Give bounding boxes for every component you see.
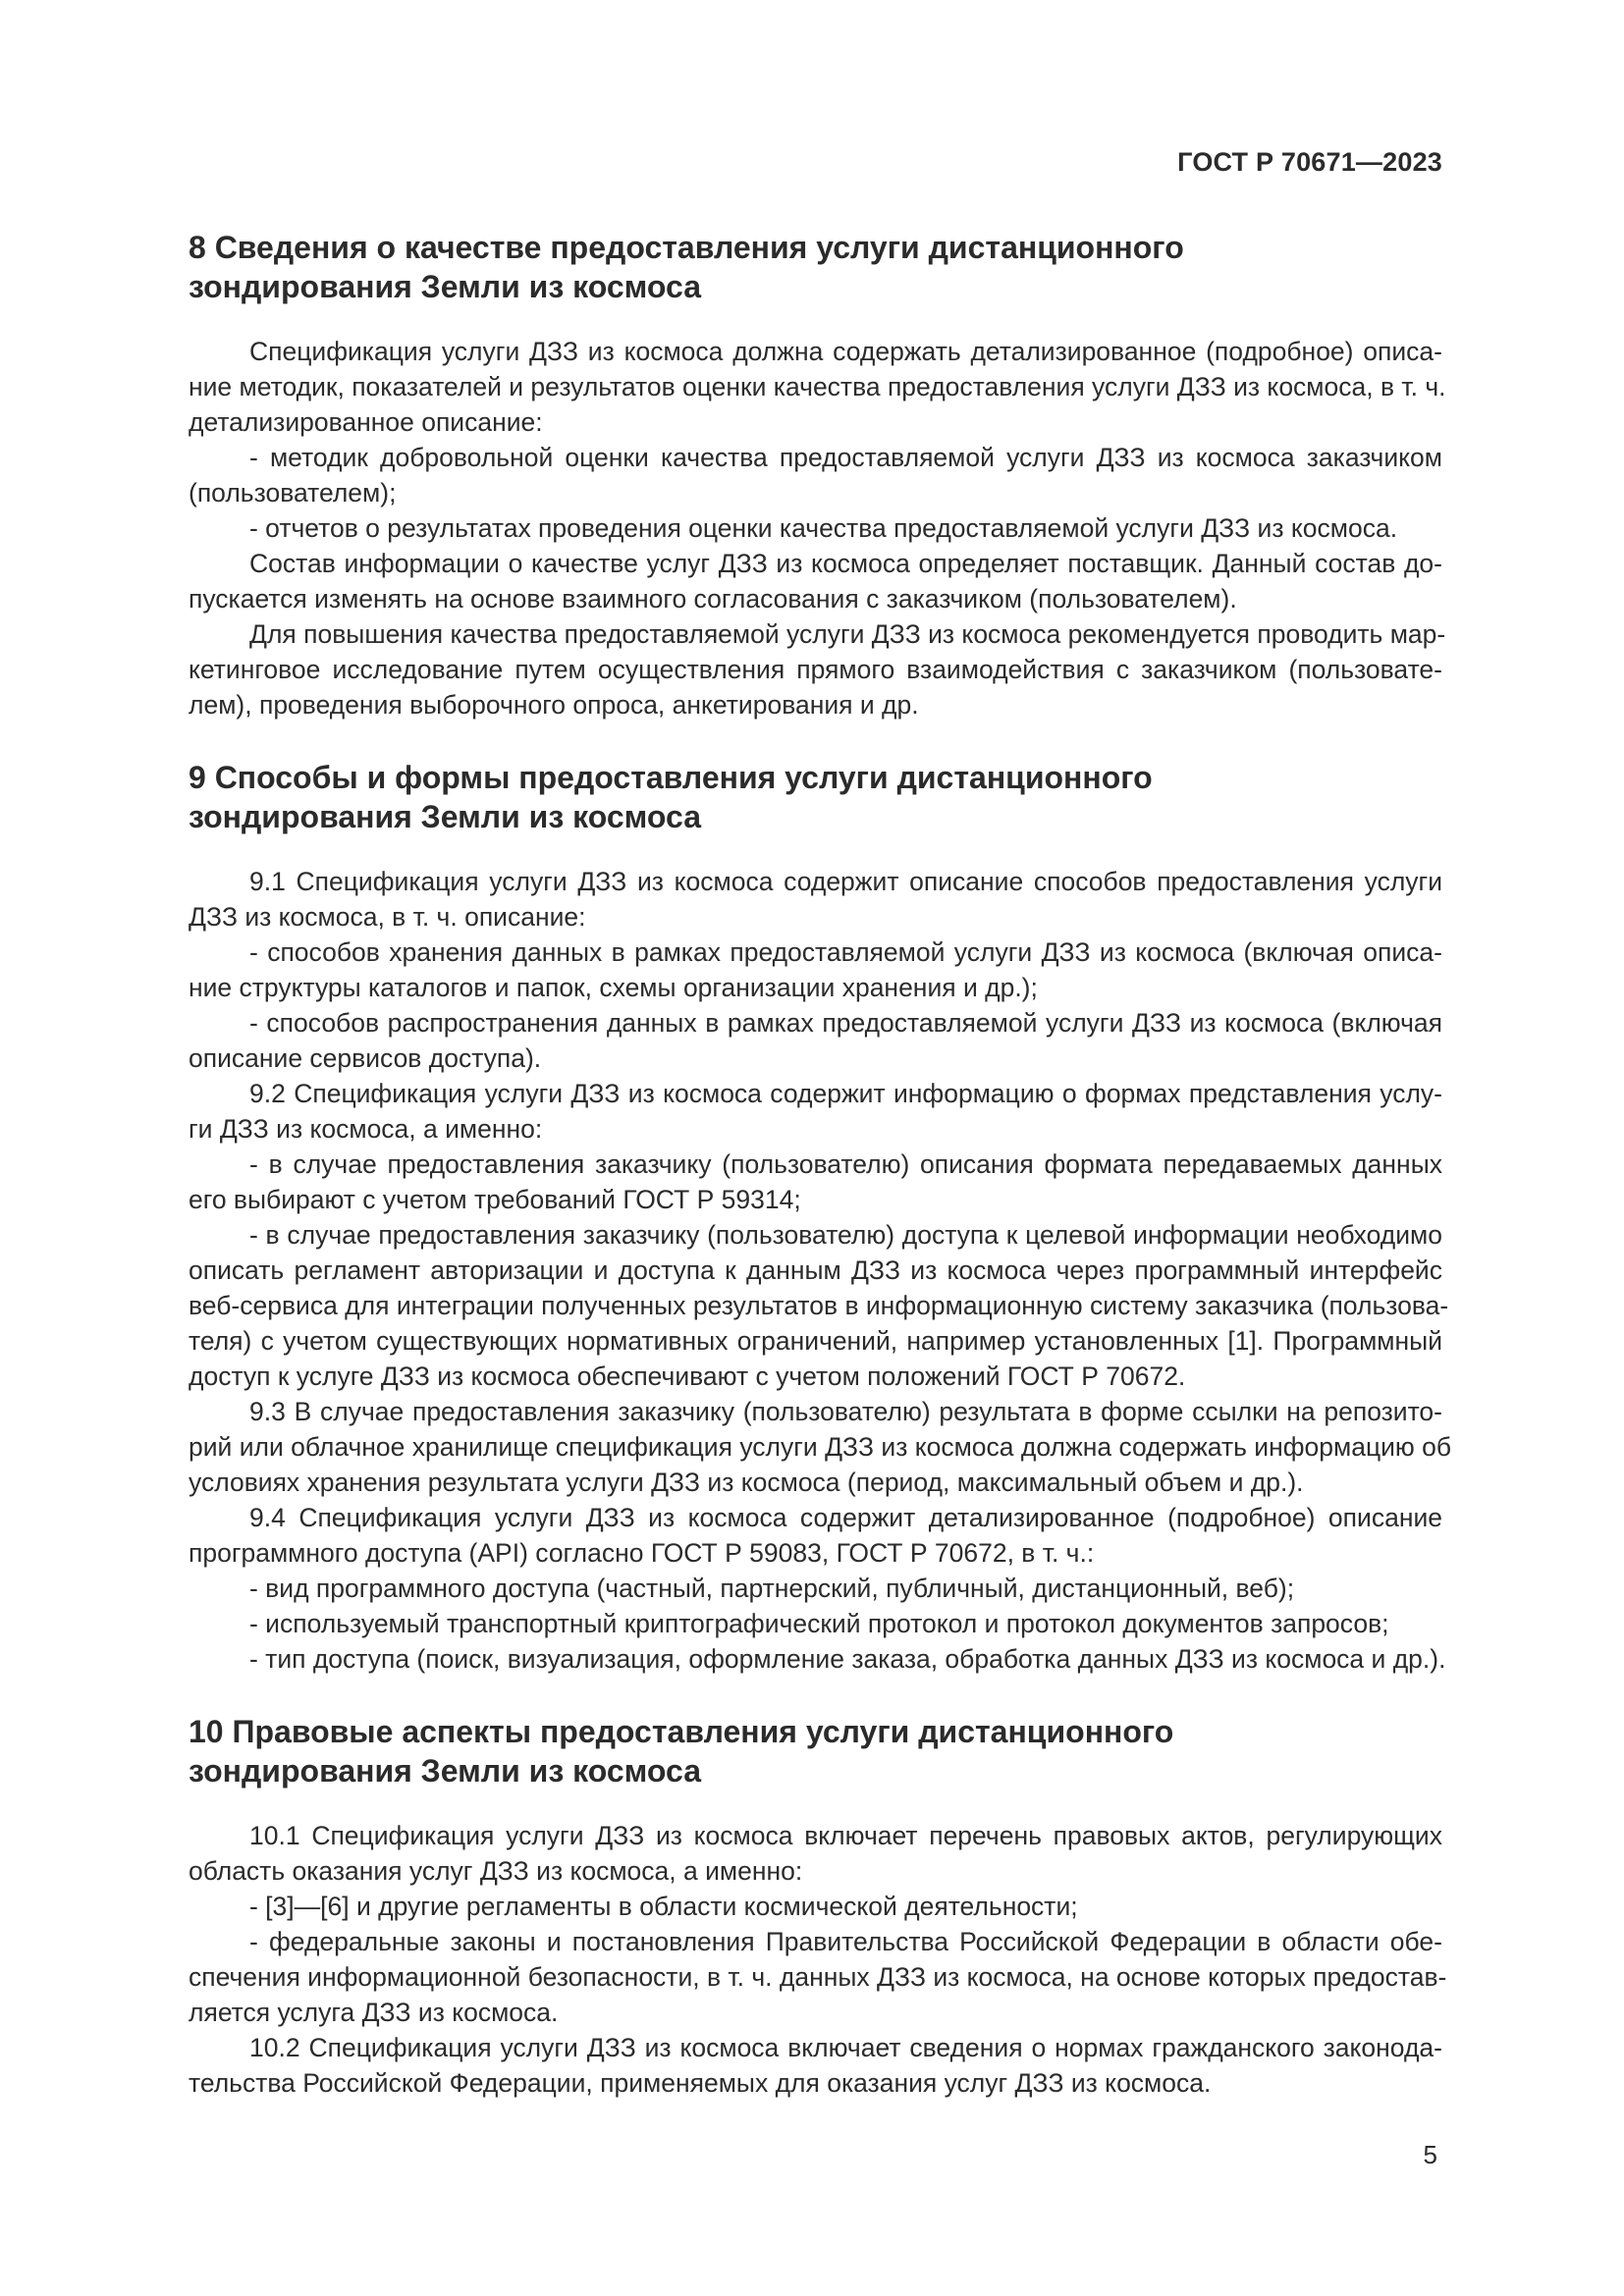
paragraph xyxy=(189,510,1442,546)
paragraph-line: Состав информации о качестве услуг ДЗЗ из космоса определяет поставщик. Данный состав до- xyxy=(249,549,1442,578)
paragraph xyxy=(189,1924,1447,2030)
paragraph xyxy=(189,440,1442,510)
paragraph-line: (пользователем); xyxy=(189,478,397,507)
paragraph-line: лем), проведения выборочного опроса, анкетирования и др. xyxy=(189,690,919,720)
paragraph-line: веб-сервиса для интеграции полученных результатов в информационную систему заказчика (пользова- xyxy=(189,1291,1449,1320)
paragraph-line: описание сервисов доступа). xyxy=(189,1043,542,1073)
paragraph-line: ДЗЗ из космоса, в т. ч. описание: xyxy=(189,902,586,932)
paragraph xyxy=(189,934,1442,1005)
paragraph-line: Для повышения качества предоставляемой услуги ДЗЗ из космоса рекомендуется проводить мар- xyxy=(249,619,1446,649)
paragraph-line: область оказания услуг ДЗЗ из космоса, а именно: xyxy=(189,1856,803,1886)
paragraph-line: 10.1 Спецификация услуги ДЗЗ из космоса включает перечень правовых актов, регулирующих xyxy=(249,1821,1442,1850)
paragraph-line: 9.2 Спецификация услуги ДЗЗ из космоса содержит информацию о формах представления услу- xyxy=(249,1079,1442,1108)
paragraph-line: 10.2 Спецификация услуги ДЗЗ из космоса включает сведения о нормах гражданского законода- xyxy=(249,2033,1442,2062)
paragraph-line: - тип доступа (поиск, визуализация, оформление заказа, обработка данных ДЗЗ из космоса и др.). xyxy=(249,1644,1446,1674)
paragraph-line: описать регламент авторизации и доступа к данным ДЗЗ из космоса через программный интерфейс xyxy=(189,1255,1442,1285)
paragraph-line: условиях хранения результата услуги ДЗЗ из космоса (период, максимальный объем и др.). xyxy=(189,1468,1304,1497)
section-10 xyxy=(189,1712,1447,2101)
paragraph xyxy=(189,1005,1442,1076)
section-title-line: зондирования Земли из космоса xyxy=(189,799,701,834)
paragraph-line: доступ к услуге ДЗЗ из космоса обеспечивают с учетом положений ГОСТ Р 70672. xyxy=(189,1362,1186,1391)
paragraph-line: - методик добровольной оценки качества предоставляемой услуги ДЗЗ из космоса заказчиком xyxy=(249,443,1442,472)
paragraph-line: - вид программного доступа (частный, партнерский, публичный, дистанционный, веб); xyxy=(249,1574,1295,1603)
paragraph xyxy=(189,864,1442,934)
paragraph xyxy=(189,334,1446,440)
paragraph xyxy=(189,1076,1442,1147)
paragraph xyxy=(189,1889,1442,1924)
paragraph-line: Спецификация услуги ДЗЗ из космоса должна содержать детализированное (подробное) описа- xyxy=(249,337,1442,366)
paragraph xyxy=(189,1641,1446,1677)
paragraph xyxy=(189,546,1442,616)
paragraph-line: - в случае предоставления заказчику (пользователю) описания формата передаваемых данных xyxy=(249,1149,1442,1179)
page-number: 5 xyxy=(1423,2140,1437,2169)
paragraph xyxy=(189,1500,1442,1571)
paragraph-line: 9.1 Спецификация услуги ДЗЗ из космоса содержит описание способов предоставления услуги xyxy=(249,867,1442,896)
paragraph-line: спечения информационной безопасности, в т. ч. данных ДЗЗ из космоса, на основе которых предостав- xyxy=(189,1962,1447,1992)
section-8 xyxy=(189,228,1446,722)
paragraph xyxy=(189,616,1446,722)
paragraph xyxy=(189,1147,1442,1217)
document-body xyxy=(189,228,1452,2136)
paragraph-line: теля) с учетом существующих нормативных ограничений, например установленных [1]. Программный xyxy=(189,1326,1442,1356)
paragraph-line: его выбирают с учетом требований ГОСТ Р 59314; xyxy=(189,1185,801,1214)
paragraph-line: - способов распространения данных в рамках предоставляемой услуги ДЗЗ из космоса (включая xyxy=(249,1008,1442,1038)
paragraph xyxy=(189,1394,1452,1500)
section-title-line: зондирования Земли из космоса xyxy=(189,1753,701,1789)
paragraph-line: программного доступа (API) согласно ГОСТ Р 59083, ГОСТ Р 70672, в т. ч.: xyxy=(189,1538,1095,1568)
paragraph-line: ние методик, показателей и результатов оценки качества предоставления услуги ДЗЗ из космоса, в т. ч. xyxy=(189,372,1446,401)
paragraph xyxy=(189,1217,1449,1394)
section-title-line: зондирования Земли из космоса xyxy=(189,269,701,304)
document-code: ГОСТ Р 70671—2023 xyxy=(1177,147,1442,177)
section-9 xyxy=(189,758,1452,1677)
section-title-line: 10 Правовые аспекты предоставления услуги дистанционного xyxy=(189,1714,1174,1749)
section-title xyxy=(189,1712,1442,1790)
paragraph-line: - [3]—[6] и другие регламенты в области космической деятельности; xyxy=(249,1892,1078,1921)
paragraph-line: пускается изменять на основе взаимного согласования с заказчиком (пользователем). xyxy=(189,584,1237,614)
paragraph-line: кетинговое исследование путем осуществления прямого взаимодействия с заказчиком (пользовате- xyxy=(189,655,1442,684)
paragraph-line: - федеральные законы и постановления Правительства Российской Федерации в области обе- xyxy=(249,1927,1442,1956)
paragraph-line: ляется услуга ДЗЗ из космоса. xyxy=(189,1998,559,2027)
paragraph-line: тельства Российской Федерации, применяемых для оказания услуг ДЗЗ из космоса. xyxy=(189,2068,1212,2098)
section-title-line: 9 Способы и формы предоставления услуги дистанционного xyxy=(189,760,1153,795)
paragraph-line: ние структуры каталогов и папок, схемы организации хранения и др.); xyxy=(189,973,1038,1002)
paragraph-line: - отчетов о результатах проведения оценки качества предоставляемой услуги ДЗЗ из космоса. xyxy=(249,513,1398,543)
paragraph-line: 9.4 Спецификация услуги ДЗЗ из космоса содержит детализированное (подробное) описание xyxy=(249,1503,1442,1532)
paragraph xyxy=(189,1606,1442,1641)
paragraph xyxy=(189,2030,1442,2101)
paragraph-line: 9.3 В случае предоставления заказчику (пользователю) результата в форме ссылки на репозито- xyxy=(249,1397,1442,1426)
paragraph-line: детализированное описание: xyxy=(189,407,543,437)
paragraph-line: - способов хранения данных в рамках предоставляемой услуги ДЗЗ из космоса (включая описа- xyxy=(249,937,1442,967)
paragraph xyxy=(189,1818,1442,1889)
section-title-line: 8 Сведения о качестве предоставления услуги дистанционного xyxy=(189,230,1184,265)
section-title xyxy=(189,758,1442,836)
paragraph-line: - используемый транспортный криптографический протокол и протокол документов запросов; xyxy=(249,1609,1389,1638)
paragraph-line: ги ДЗЗ из космоса, а именно: xyxy=(189,1114,543,1144)
paragraph xyxy=(189,1571,1442,1606)
section-title xyxy=(189,228,1442,306)
paragraph-line: - в случае предоставления заказчику (пользователю) доступа к целевой информации необходимо xyxy=(249,1220,1442,1250)
paragraph-line: рий или облачное хранилище спецификация услуги ДЗЗ из космоса должна содержать информацию об xyxy=(189,1432,1452,1462)
